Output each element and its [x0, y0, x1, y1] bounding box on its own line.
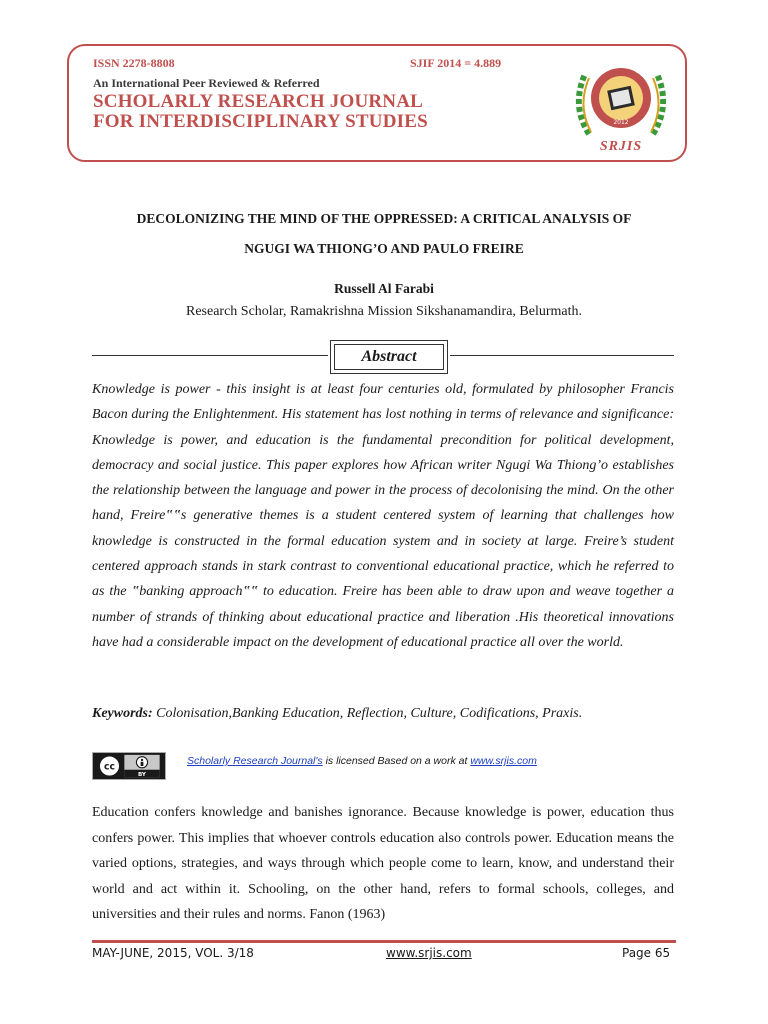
article-title-line2: NGUGI WA THIONG’O AND PAULO FREIRE: [244, 241, 524, 256]
abstract-rule-left: [92, 355, 328, 356]
keywords: [92, 706, 582, 722]
keywords-label: Keywords:: [92, 706, 153, 721]
cc-by-license-icon: [92, 752, 166, 780]
logo-text: SRJIS: [599, 139, 643, 154]
srjis-logo: [567, 50, 675, 158]
abstract-rule-right: [450, 355, 674, 356]
license-statement: [187, 755, 537, 767]
article-title-line1: DECOLONIZING THE MIND OF THE OPPRESSED: A CRITICAL ANALYSIS OF: [136, 211, 632, 226]
article-title: [60, 204, 708, 264]
license-text: is licensed Based on a work at: [322, 755, 471, 767]
srjis-website-link[interactable]: www.srjis.com: [470, 755, 537, 767]
keywords-list: Colonisation,Banking Education, Reflection, Culture, Codifications, Praxis.: [152, 706, 583, 721]
journal-header: [67, 44, 687, 162]
author-name: Russell Al Farabi: [334, 281, 434, 296]
footer-issue: MAY-JUNE, 2015, VOL. 3/18: [92, 946, 254, 960]
journal-title-line1: SCHOLARLY RESEARCH JOURNAL: [93, 91, 424, 112]
logo-year: 2012: [613, 119, 629, 126]
author-affiliation: Research Scholar, Ramakrishna Mission Sikshanamandira, Belurmath.: [185, 304, 583, 319]
cc-by-label: BY: [138, 771, 146, 778]
body-paragraph: Education confers knowledge and banishes ignorance. Because knowledge is power, education thus confers power. This implies that whoever controls education also controls power. Education means the varied options, strategies, and ways through which people come to learn, know, and understand their world and act within it. Schooling, on the other hand, refers to formal schools, colleges, and universities and their rules and norms. Fanon (1963): [92, 805, 674, 922]
abstract-text: Knowledge is power - this insight is at least four centuries old, formulated by philosopher Francis Bacon during the Enlightenment. His statement has lost nothing in terms of relevance and significance: Knowledge is power, and education is the fundamental precondition for political development, democracy and social justice. This paper explores how African writer Ngugi Wa Thiong’o establishes the relationship between the language and power in the process of decolonising the mind. On the other hand, Freire‟‟s generative themes is a student centered system of learning that challenges how knowledge is constructed in the formal education system and in society at large. Freire’s student centered approach stands in stark contrast to conventional educational practice, which he referred to as the ‟banking approach‟‟ to education. Freire has been able to draw upon and weave together a number of strands of thinking about educational practice and liberation .His theoretical innovations have had a considerable impact on the development of educational practice all over the world.: [92, 382, 674, 650]
abstract-heading: Abstract: [334, 344, 444, 370]
peer-reviewed-label: An International Peer Reviewed & Referred: [93, 76, 320, 90]
journal-title-line2: FOR INTERDISCIPLINARY STUDIES: [93, 111, 428, 132]
footer-page-number: Page 65: [622, 946, 671, 960]
issn-label: ISSN 2278-8808: [93, 56, 175, 70]
svg-text:cc: cc: [104, 761, 115, 773]
sjif-label: SJIF 2014 = 4.889: [410, 56, 502, 70]
footer-website-link[interactable]: www.srjis.com: [386, 946, 472, 960]
abstract-heading-box: [330, 340, 448, 374]
journal-title: [93, 92, 428, 132]
journal-license-link[interactable]: Scholarly Research Journal's: [187, 755, 323, 767]
footer-rule: [92, 940, 676, 943]
